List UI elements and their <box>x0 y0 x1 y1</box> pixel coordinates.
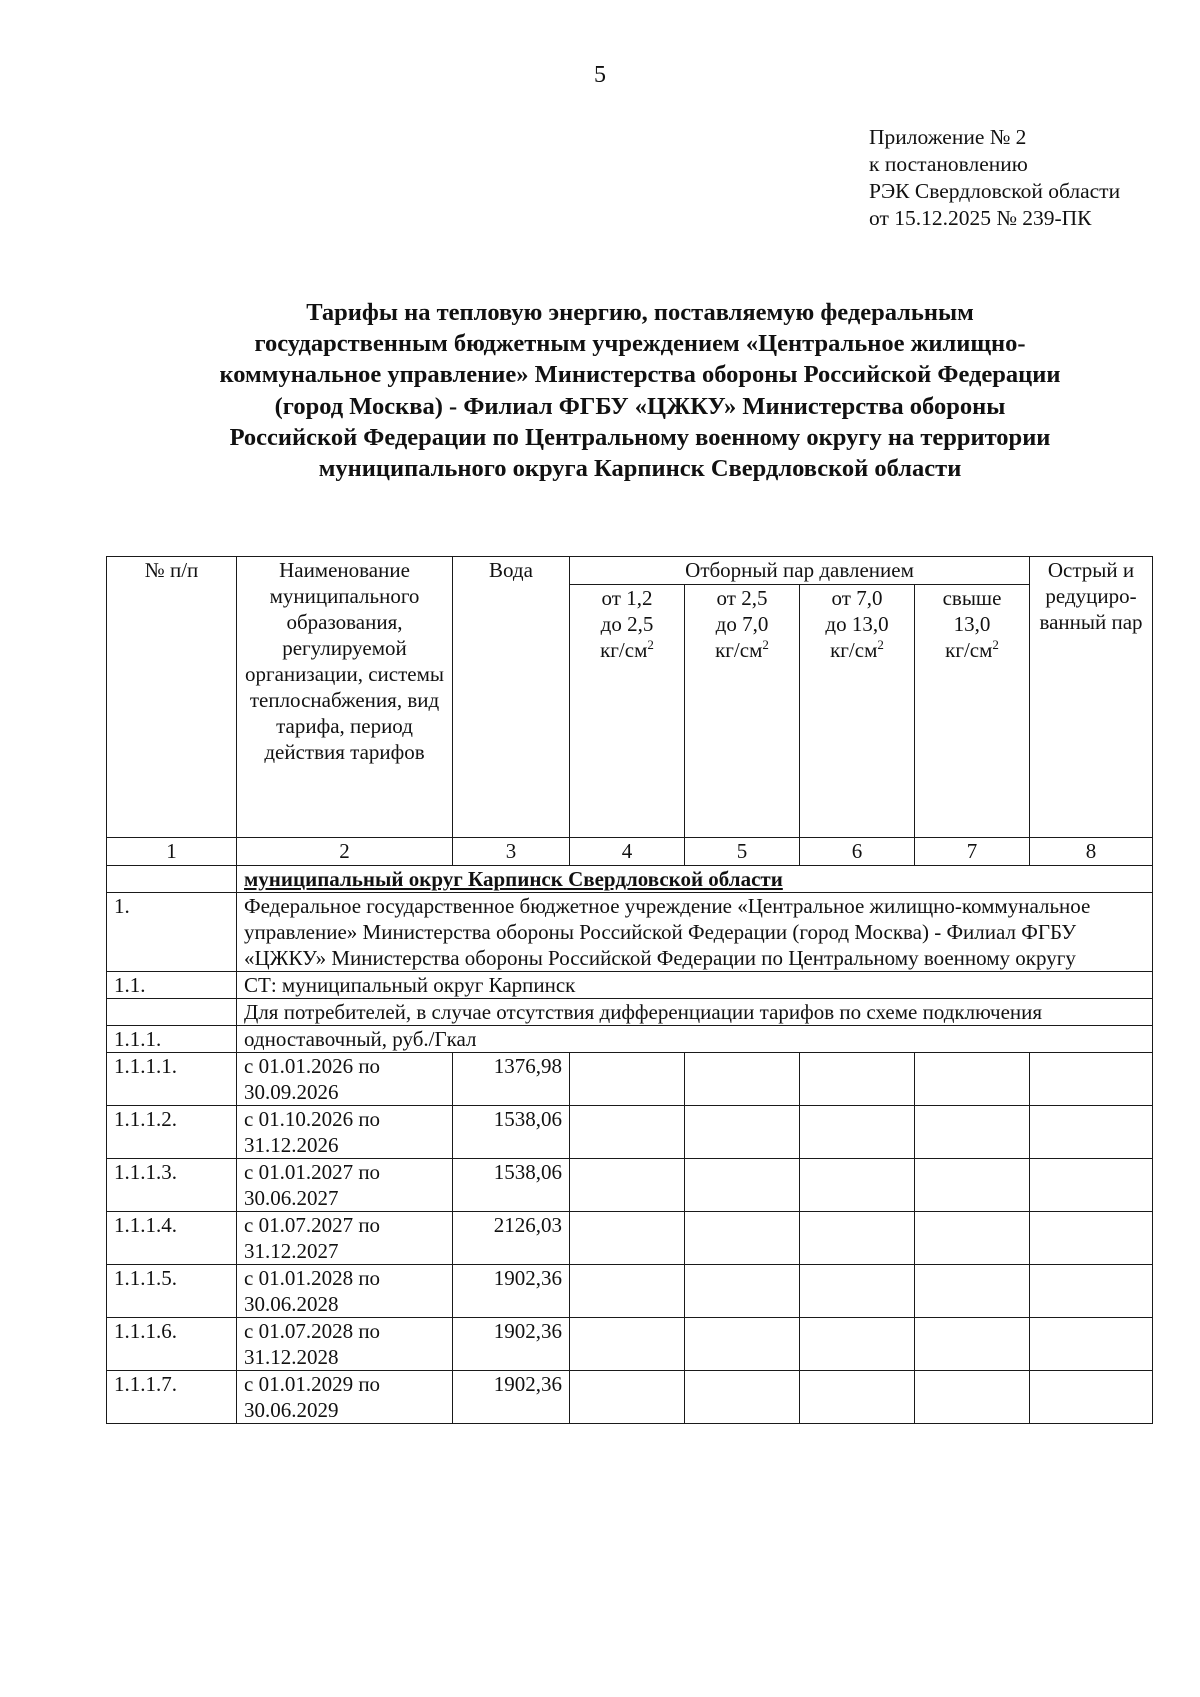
empty-cell <box>800 1159 915 1212</box>
region-name: муниципальный округ Карпинск Свердловской области <box>244 867 783 891</box>
row-water: 1538,06 <box>453 1159 570 1212</box>
row-period: с 01.10.2026 по 31.12.2026 <box>237 1106 453 1159</box>
header-text: до 13,0 <box>825 612 889 636</box>
col-number: 6 <box>800 838 915 866</box>
appendix-line: РЭК Свердловской области <box>869 179 1121 203</box>
title-line: (город Москва) - Филиал ФГБУ «ЦЖКУ» Министерства обороны <box>274 392 1006 420</box>
empty-cell <box>800 1053 915 1106</box>
header-steam-group: Отборный пар давлением <box>570 557 1030 585</box>
empty-cell <box>1030 1159 1153 1212</box>
header-text: до 2,5 <box>600 612 654 636</box>
empty-cell <box>685 1212 800 1265</box>
col-number: 1 <box>107 838 237 866</box>
header-steam-3 <box>800 585 915 838</box>
row-num: 1.1.1.5. <box>107 1265 237 1318</box>
col-number: 5 <box>685 838 800 866</box>
header-steam-4 <box>915 585 1030 838</box>
org-num: 1. <box>107 893 237 972</box>
tariff-num: 1.1.1. <box>107 1026 237 1053</box>
header-text: 13,0 <box>953 612 991 636</box>
header-unit: $кг/см^2$ <box>830 637 884 662</box>
empty-cell <box>570 1212 685 1265</box>
table-row <box>107 1212 1153 1265</box>
header-steam-1 <box>570 585 685 838</box>
empty-cell <box>570 1159 685 1212</box>
empty-cell <box>800 1106 915 1159</box>
table-row <box>107 1159 1153 1212</box>
row-period: с 01.01.2028 по 30.06.2028 <box>237 1265 453 1318</box>
col-number: 4 <box>570 838 685 866</box>
row-period: с 01.01.2026 по 30.09.2026 <box>237 1053 453 1106</box>
header-unit: $кг/см^2$ <box>715 637 769 662</box>
row-period: с 01.01.2027 по 30.06.2027 <box>237 1159 453 1212</box>
empty-cell <box>1030 1371 1153 1424</box>
empty-cell <box>685 1265 800 1318</box>
table-row <box>107 1053 1153 1106</box>
tariff-table <box>106 556 1153 1424</box>
row-num: 1.1.1.2. <box>107 1106 237 1159</box>
empty-cell <box>915 1371 1030 1424</box>
empty-cell <box>570 1265 685 1318</box>
row-num: 1.1.1.7. <box>107 1371 237 1424</box>
page-number: 5 <box>594 62 606 88</box>
document-title <box>140 297 1140 484</box>
row-water: 1538,06 <box>453 1106 570 1159</box>
col-number: 3 <box>453 838 570 866</box>
appendix-line: к постановлению <box>869 152 1028 176</box>
empty-cell <box>570 1106 685 1159</box>
appendix-line: Приложение № 2 <box>869 125 1027 149</box>
title-line: государственным бюджетным учреждением «Центральное жилищно- <box>254 330 1026 358</box>
empty-cell <box>570 1053 685 1106</box>
header-sharp-steam: Острый и редуциро-ванный пар <box>1030 557 1153 838</box>
header-num: № п/п <box>107 557 237 838</box>
header-text: от 1,2 <box>601 586 653 610</box>
row-num: 1.1.1.3. <box>107 1159 237 1212</box>
region-row <box>237 866 1153 893</box>
consumers-note: Для потребителей, в случае отсутствия дифференциации тарифов по схеме подключения <box>237 999 1153 1026</box>
system-num: 1.1. <box>107 972 237 999</box>
table-row <box>107 1371 1153 1424</box>
empty-cell <box>800 1265 915 1318</box>
row-water: 1902,36 <box>453 1318 570 1371</box>
empty-cell <box>915 1212 1030 1265</box>
empty-cell <box>570 1318 685 1371</box>
table-row <box>107 1106 1153 1159</box>
header-text: до 7,0 <box>715 612 769 636</box>
empty-cell <box>915 1265 1030 1318</box>
empty-cell <box>685 1371 800 1424</box>
empty-cell <box>800 1318 915 1371</box>
table-row <box>107 1265 1153 1318</box>
header-text: от 2,5 <box>716 586 768 610</box>
title-line: Тарифы на тепловую энергию, поставляемую федеральным <box>306 299 974 326</box>
appendix-line: от 15.12.2025 № 239-ПК <box>869 206 1092 230</box>
empty-cell <box>570 1371 685 1424</box>
row-period: с 01.07.2028 по 31.12.2028 <box>237 1318 453 1371</box>
tariff-type: одноставочный, руб./Гкал <box>237 1026 1153 1053</box>
empty-cell <box>1030 1106 1153 1159</box>
empty-cell <box>107 999 237 1026</box>
col-number: 7 <box>915 838 1030 866</box>
table-body <box>107 866 1153 1424</box>
empty-cell <box>685 1318 800 1371</box>
header-unit: $кг/см^2$ <box>945 637 999 662</box>
table-header <box>107 557 1153 866</box>
empty-cell <box>800 1371 915 1424</box>
system-name: СТ: муниципальный округ Карпинск <box>237 972 1153 999</box>
table-row <box>107 1318 1153 1371</box>
empty-cell <box>685 1106 800 1159</box>
title-line: коммунальное управление» Министерства обороны Российской Федерации <box>219 361 1061 389</box>
row-water: 2126,03 <box>453 1212 570 1265</box>
header-text: от 7,0 <box>831 586 883 610</box>
header-steam-2 <box>685 585 800 838</box>
row-num: 1.1.1.1. <box>107 1053 237 1106</box>
empty-cell <box>915 1053 1030 1106</box>
empty-cell <box>107 866 237 893</box>
row-period: с 01.01.2029 по 30.06.2029 <box>237 1371 453 1424</box>
row-water: 1376,98 <box>453 1053 570 1106</box>
row-num: 1.1.1.4. <box>107 1212 237 1265</box>
empty-cell <box>685 1053 800 1106</box>
empty-cell <box>915 1106 1030 1159</box>
empty-cell <box>685 1159 800 1212</box>
title-line: муниципального округа Карпинск Свердловской области <box>318 455 962 483</box>
empty-cell <box>915 1159 1030 1212</box>
row-period: с 01.07.2027 по 31.12.2027 <box>237 1212 453 1265</box>
col-number: 8 <box>1030 838 1153 866</box>
empty-cell <box>915 1318 1030 1371</box>
empty-cell <box>1030 1265 1153 1318</box>
header-text: свыше <box>942 586 1002 610</box>
header-water: Вода <box>453 557 570 838</box>
empty-cell <box>800 1212 915 1265</box>
header-unit: $кг/см^2$ <box>600 637 654 662</box>
org-name: Федеральное государственное бюджетное учреждение «Центральное жилищно-коммунальное управление» Министерства обороны Российской Федерации (город Москва) - Филиал ФГБУ «ЦЖКУ» Министерства обороны Российской Федерации по Центральному военному округу <box>237 893 1153 972</box>
empty-cell <box>1030 1053 1153 1106</box>
row-water: 1902,36 <box>453 1265 570 1318</box>
title-line: Российской Федерации по Центральному военному округу на территории <box>229 423 1051 451</box>
empty-cell <box>1030 1212 1153 1265</box>
col-number: 2 <box>237 838 453 866</box>
header-name: Наименование муниципального образования, регулируемой организации, системы теплоснабжения, вид тарифа, период действия тарифов <box>237 557 453 838</box>
row-num: 1.1.1.6. <box>107 1318 237 1371</box>
row-water: 1902,36 <box>453 1371 570 1424</box>
appendix-note <box>869 124 1120 232</box>
empty-cell <box>1030 1318 1153 1371</box>
